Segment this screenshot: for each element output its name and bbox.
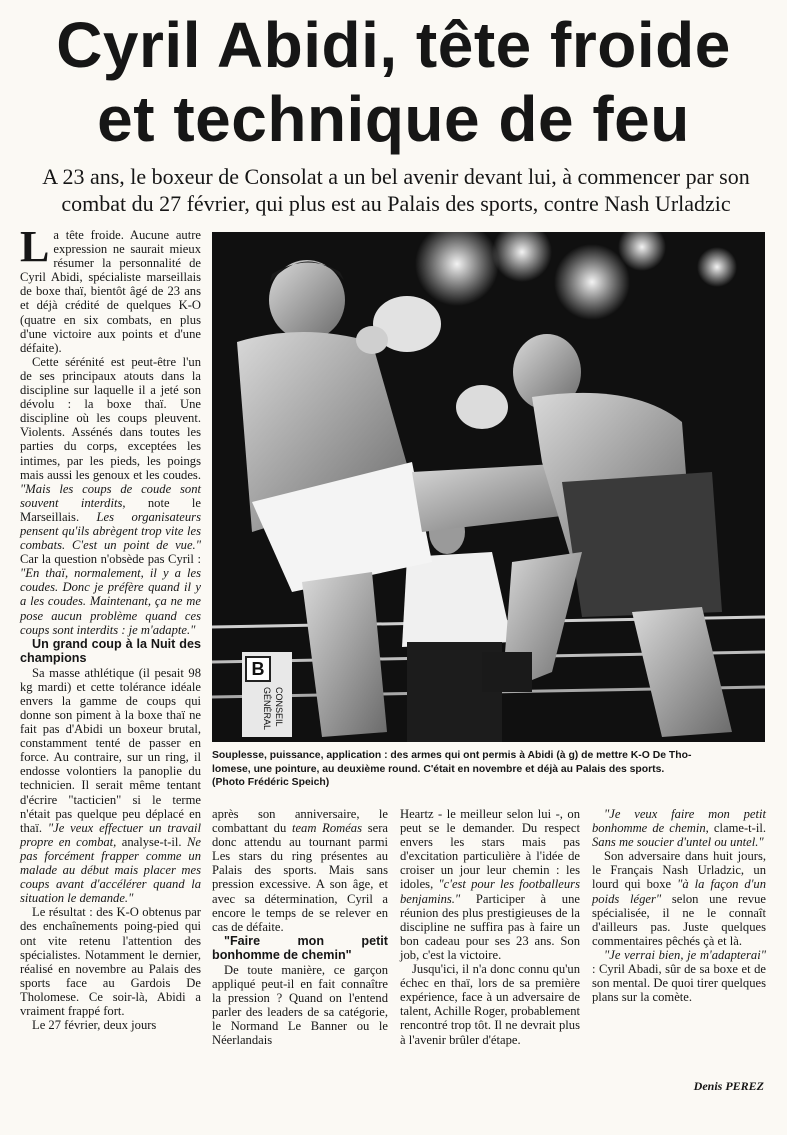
subheading: "Faire mon petit bonhomme de chemin" (212, 933, 388, 963)
sponsor-banner (242, 652, 292, 737)
article-column-4 (592, 807, 766, 1004)
headline-line-1: Cyril Abidi, tête froide (56, 9, 731, 81)
paragraph: Son adversaire dans huit jours, le Français Nash Urladzic, un lourd qui boxe "à la façon d'un poids léger" selon une revue spécialisée, il ne le connaît d'ailleurs pas. Juste quelques commentaires pêchés çà et là. (592, 849, 766, 948)
article-column-3 (400, 807, 580, 1047)
photo-illustration (212, 232, 765, 742)
headline-line-2: et technique de feu (97, 83, 690, 155)
caption-line-1: Souplesse, puissance, application : des armes qui ont permis à Abidi (à g) de mettre K-O De Tho- (212, 750, 692, 761)
paragraph: Le résultat : des K-O obtenus par des enchaînements poing-pied qui ont vite retenu l'attention des spécialistes. Notamment le dernier, réalisé en novembre au Palais des sports face au Gardois De Tholomese. Ce soir-là, Abidi a vraiment frappé fort. (20, 905, 201, 1018)
paragraph: "Je veux faire mon petit bonhomme de chemin, clame-t-il. Sans me soucier d'untel ou untel." (592, 807, 767, 850)
paragraph: Jusqu'ici, il n'a donc connu qu'un échec en thaï, lors de sa première expérience, face à un adversaire de talent, Achille Roger, probablement rencontré trop tôt. Il ne devrait plus à l'avenir brûler d'étape. (400, 962, 580, 1047)
subheadline-line-2: combat du 27 février, qui plus est au Palais des sports, contre Nash Urladzic (61, 191, 731, 216)
svg-text:GÉNÉRAL: GÉNÉRAL (262, 687, 272, 731)
paragraph: Le 27 février, deux jours (32, 1018, 157, 1033)
subheadline-line-1: A 23 ans, le boxeur de Consolat a un bel avenir devant lui, à commencer par son (42, 164, 750, 189)
paragraph: Heartz - le meilleur selon lui -, on peut se le demander. Du respect envers les stars mais pas d'excitation particulière à l'idée de croiser un jour leur chemin : les idoles, "c'est pour les footballeurs benjamins." Participer à une réunion des plus prestigieuses de la discipline ne suffira pas à faire un bon cadeau pour ses 23 ans. Son job, c'est la victoire. (400, 807, 580, 962)
lead-paragraph: La tête froide. Aucune autre expression ne saurait mieux résumer la personnalité de Cyril Abidi, spécialiste marseillais de boxe thaï, bientôt âgé de 23 ans et déjà crédité de quelques K-O (quatre en six combats, en plus d'une victoire aux points et d'une défaite). (20, 222, 201, 355)
drop-cap: L (20, 222, 50, 271)
spotlight (554, 244, 630, 320)
paragraph: après son anniversaire, le combattant du team Roméas sera donc attendu au tournant parmi Les stars du ring présentes au Palais des sports. Mais sans pression excessive. A son âge, et avec sa détermination, Cyril a encore le temps de se relever en cas de défaite. (212, 807, 388, 934)
subheadline (20, 163, 772, 217)
caption-line-2: lomese, une pointure, au deuxième round. C'était en novembre et déjà au Palais des sports. (212, 763, 665, 775)
svg-text:B: B (251, 659, 265, 679)
spotlight (697, 247, 737, 287)
subheading: Un grand coup à la Nuit des champions (20, 636, 201, 666)
paragraph: Sa masse athlétique (il pesait 98 kg mardi) et cette tolérance idéale envers la gamme de coups qui donne son piment à la boxe thaï ne fait pas d'Abidi un boxeur brutal, constamment tenté de passer en force. Au contraire, sur un ring, il endosse volontiers la panoplie du technicien. Il serait même tentant d'écrire "tacticien" si le terme n'était pas quelque peu déplacé en thaï. "Je veux effectuer un travail propre en combat, analyse-t-il. Ne pas forcément frapper comme un malade au début mais placer mes coups avant d'accélérer quand la situation le demande." (20, 665, 201, 906)
paragraph: De toute manière, ce garçon appliqué peut-il en fait connaître la pression ? Quand on l'entend parler des leaders de sa catégorie, le Normand Le Banner ou le Néerlandais (212, 962, 388, 1048)
article-column-1 (20, 222, 201, 1033)
svg-text:CONSEIL: CONSEIL (274, 687, 284, 727)
author-signature: Denis PEREZ (693, 1079, 764, 1093)
photo-caption (212, 749, 765, 790)
article-column-2 (212, 807, 388, 1047)
photo-credit: (Photo Frédéric Speich) (212, 777, 330, 788)
boxing-photo (212, 232, 765, 742)
headline (0, 8, 787, 156)
paragraph: "Je verrai bien, je m'adapterai" : Cyril Abadi, sûr de sa boxe et de son mental. De quoi tirer quelques plans sur la comète. (592, 947, 766, 1005)
paragraph: Cette sérénité est peut-être l'un de ses principaux atouts dans la discipline sur laquelle il a jeté son dévolu : la boxe thaï. Une discipline où les coups pleuvent. Violents. Assénés dans toutes les parties du corps, exceptées les intimes, par les pieds, les poings mais aussi les genoux et les coudes. "Mais les coups de coude sont souvent interdits, note le Marseillais. Les organisateurs pensent qu'ils abrègent trop vite les combats. C'est un point de vue." Car la question n'obsède pas Cyril : "En thaï, normalement, il y a les coudes. Donc je préfère quand il y a les coudes. Maintenant, ça ne me pose aucun problème quand ces coups sont interdits : je m'adapte." (20, 354, 201, 637)
